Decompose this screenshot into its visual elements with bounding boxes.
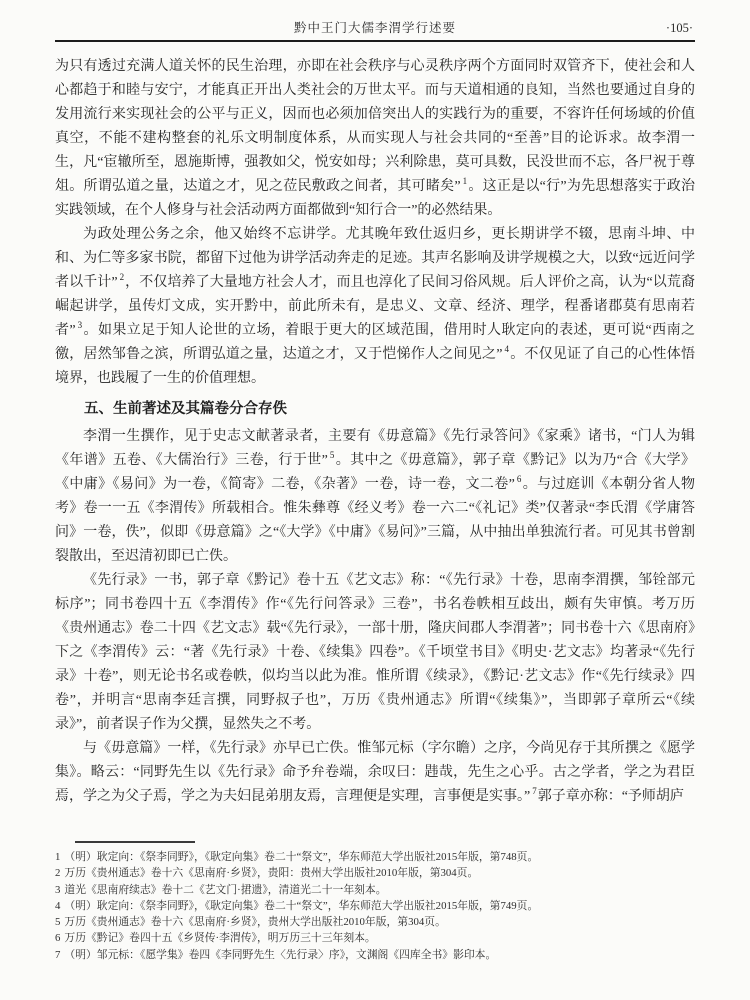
- footnotes-section: [55, 841, 695, 963]
- footnote-ref: 2: [119, 272, 125, 283]
- footnote-separator: [75, 841, 195, 843]
- paragraph: 与《毋意篇》一样，《先行录》亦早已亡佚。惟邹元标（字尔瞻）之序，今尚见存于其所撰之《愿学集》。略云：“同野先生以《先行录》命予弁卷端，余叹曰：韪哉，先生之心乎。古之学者，学之为君臣焉，学之为父子焉，学之为夫妇昆弟朋友焉，言理便是实理，言事便是实事。” $^7$郭子章亦称：“予师胡庐: [55, 741, 695, 804]
- footnote-item: [55, 914, 695, 930]
- footnote-ref: 4: [504, 344, 509, 355]
- running-title: 黔中王门大儒李渭学行述要: [293, 21, 456, 35]
- footnote-number: 3: [55, 883, 61, 896]
- footnote-text: 万历《黔记》卷四十五《乡贤传·李渭传》，明万历三十三年刻本。: [64, 932, 376, 945]
- footnote-text: 万历《贵州通志》卷十六《思南府·乡贤》，贵州大学出版社2010年版，第304页。: [64, 916, 446, 929]
- paragraph: 为只有透过充满人道关怀的民生治理，亦即在社会秩序与心灵秩序两个方面同时双管齐下，使社会和人心都趋于和睦与安宁，才能真正开出人类社会的万世太平。而与天道相通的良知，当然也要通过自身的发用流行来实现社会的公平与正义，因而也必须加倍突出人的实践行为的重要，不容许任何场域的价值真空，不能不建构整套的礼乐文明制度体系，从而实现人与社会共同的“至善”目的论诉求。故李渭一生，凡“宦辙所至，恩施斯博，强教如父，悦安如母；兴利除患，莫可具数，民没世而不忘，各尸祝于尊俎。所谓弘道之量，达道之才，见之莅民敷政之间者，其可睹矣” $^1$。这正是以“行”为先思想落实于政治实践领域，在个人修身与社会活动两方面都做到“知行合一”的必然结果。: [55, 59, 695, 218]
- page-number: ·105·: [665, 21, 693, 35]
- page-header: [55, 20, 695, 42]
- footnote-ref: 1: [462, 176, 468, 187]
- footnote-text: （明）耿定向：《祭李同野》，《耿定向集》卷二十“祭文”，华东师范大学出版社2015年版，第748页。: [64, 851, 539, 863]
- footnote-item: [55, 882, 695, 898]
- footnote-text: 道光《思南府续志》卷十二《艺文门·捃遗》，清道光二十一年刻本。: [64, 883, 387, 896]
- footnote-number: 4: [55, 899, 61, 912]
- paragraph: 为政处理公务之余，他又始终不忘讲学。尤其晚年致仕返归乡，更长期讲学不辍，思南斗坤、中和、为仁等多家书院，都留下过他为讲学活动奔走的足迹。其声名影响及讲学规模之大，以致“远近问学者以千计” $^2$，不仅培养了大量地方社会人才，而且也淳化了民间习俗风规。后人评价之高，认为“以荒裔崛起讲学，虽传灯文成，实开黔中，前此所未有，是忠义、文章、经济、理学，程番诸郡莫有思南若者” $^3$。如果立足于知人论世的立场，着眼于更大的区域范围，借用时人耿定向的表述，更可说“西南之徼，居然邹鲁之滨，所谓弘道之量，达道之才，又于恺悌作人之间见之” $^4$。不仅见证了自己的心性体悟境界，也践履了一生的价值理想。: [55, 227, 696, 386]
- footnote-number: 5: [55, 916, 61, 929]
- footnote-number: 7: [55, 948, 61, 961]
- footnote-list: [55, 849, 695, 963]
- section-heading: 五、生前著述及其篇卷分合存佚: [84, 401, 287, 417]
- footnote-ref: 7: [532, 786, 537, 797]
- footnote-item: [55, 898, 695, 914]
- footnote-item: [55, 947, 695, 963]
- footnote-text: （明）耿定向：《祭李同野》，《耿定向集》卷二十“祭文”，华东师范大学出版社2015年版，第749页。: [64, 899, 539, 912]
- footnote-item: [55, 930, 695, 946]
- article-body: [55, 55, 695, 809]
- footnote-number: 1: [55, 851, 61, 863]
- footnote-number: 6: [55, 932, 61, 945]
- footnote-number: 2: [55, 867, 61, 880]
- footnote-text: （明）邹元标：《愿学集》卷四《李同野先生〈先行录〉序》，文渊阁《四库全书》影印本。: [64, 948, 497, 961]
- footnote-ref: 6: [516, 474, 522, 485]
- footnote-ref: 5: [329, 450, 335, 461]
- footnote-ref: 3: [77, 320, 83, 331]
- footnote-item: [55, 865, 695, 881]
- paragraph: 李渭一生撰作，见于史志文献著录者，主要有《毋意篇》《先行录答问》《家乘》诸书，“门人为辑《年谱》五卷、《大儒治行》三卷，行于世” $^5$。其中之《毋意篇》，郭子章《黔记》以为乃“合《大学》《中庸》《易问》为一卷，《简寄》二卷，《杂著》一卷，诗一卷，文二卷” $^6$。与过庭训《本朝分省人物考》卷一一五《李渭传》所载相合。惟朱彝尊《经义考》卷一六二“《礼记》类”仅著录“李氏渭《学庸答问》一卷，佚”，似即《毋意篇》之“《大学》《中庸》《易问》”三篇，从中抽出单独流行者。可见其书曾割裂散出，至迟清初即已亡佚。: [55, 429, 695, 564]
- footnote-item: [55, 849, 695, 865]
- paragraph: 《先行录》一书，郭子章《黔记》卷十五《艺文志》称：“《先行录》十卷，思南李渭撰，邹铨部元标序”；同书卷四十五《李渭传》作“《先行问答录》三卷”，书名卷帙相互歧出，颇有失审慎。考万历《贵州通志》卷二十四《艺文志》载“《先行录》，一部十册，隆庆间郡人李渭著”；同书卷十六《思南府》下之《李渭传》云：“著《先行录》十卷、《续集》四卷”。《千顷堂书目》《明史·艺文志》均著录“《先行录》十卷”，则无论书名或卷帙，似均当以此为准。惟所谓《续录》，《黔记·艺文志》作“《先行续录》四卷”，并明言“思南李廷言撰，同野叔子也”，万历《贵州通志》所谓“《续集》”，当即郭子章所云“《续录》”，前者误子作为父撰，显然失之不考。: [55, 573, 695, 732]
- footnote-text: 万历《贵州通志》卷十六《思南府·乡贤》，贵阳：贵州大学出版社2010年版，第304页。: [64, 867, 479, 880]
